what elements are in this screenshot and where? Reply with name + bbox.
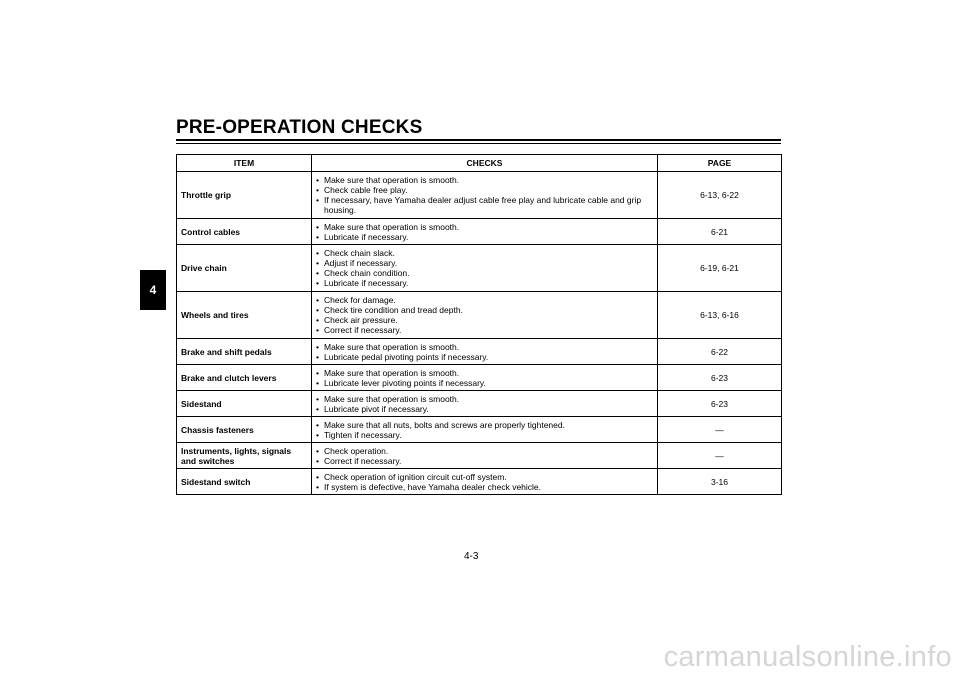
check-item: • Lubricate pivot if necessary. <box>316 404 653 414</box>
table-row <box>177 365 782 391</box>
checks-cell <box>312 443 658 469</box>
table-header-row <box>177 155 782 172</box>
item-cell: Sidestand <box>177 391 312 417</box>
page-reference: 6-19, 6-21 <box>658 245 782 292</box>
page-reference: 3-16 <box>658 469 782 495</box>
item-cell: Instruments, lights, signals and switches <box>177 443 312 469</box>
check-item: • Correct if necessary. <box>316 456 653 466</box>
checks-cell <box>312 219 658 245</box>
page-reference: 6-22 <box>658 339 782 365</box>
table-row <box>177 417 782 443</box>
check-item: • Check for damage. <box>316 295 653 305</box>
check-item: • If necessary, have Yamaha dealer adjust cable free play and lubricate cable and grip housing. <box>316 195 653 215</box>
page-reference: — <box>658 417 782 443</box>
check-item: • If system is defective, have Yamaha dealer check vehicle. <box>316 482 653 492</box>
checks-cell <box>312 245 658 292</box>
page-reference: 6-21 <box>658 219 782 245</box>
checks-cell <box>312 469 658 495</box>
item-cell: Drive chain <box>177 245 312 292</box>
check-item: • Lubricate pedal pivoting points if necessary. <box>316 352 653 362</box>
table-row <box>177 443 782 469</box>
table-row <box>177 391 782 417</box>
table-row <box>177 339 782 365</box>
table-row <box>177 292 782 339</box>
item-cell: Chassis fasteners <box>177 417 312 443</box>
page-reference: 6-23 <box>658 391 782 417</box>
page-title: PRE-OPERATION CHECKS <box>176 117 423 138</box>
page-reference: 6-13, 6-16 <box>658 292 782 339</box>
item-cell: Wheels and tires <box>177 292 312 339</box>
table-row <box>177 172 782 219</box>
item-cell: Brake and shift pedals <box>177 339 312 365</box>
check-item: • Make sure that operation is smooth. <box>316 394 653 404</box>
check-item: • Correct if necessary. <box>316 325 653 335</box>
item-cell: Brake and clutch levers <box>177 365 312 391</box>
column-header-item: ITEM <box>177 155 312 172</box>
item-cell: Sidestand switch <box>177 469 312 495</box>
checks-cell <box>312 339 658 365</box>
title-rule <box>176 139 781 141</box>
title-rule-thin <box>176 143 781 144</box>
check-item: • Check air pressure. <box>316 315 653 325</box>
table-row <box>177 469 782 495</box>
check-item: • Make sure that operation is smooth. <box>316 175 653 185</box>
check-item: • Tighten if necessary. <box>316 430 653 440</box>
check-item: • Lubricate if necessary. <box>316 278 653 288</box>
checks-cell <box>312 391 658 417</box>
check-item: • Check operation of ignition circuit cut-off system. <box>316 472 653 482</box>
check-item: • Make sure that operation is smooth. <box>316 368 653 378</box>
check-item: • Check chain slack. <box>316 248 653 258</box>
check-item: • Adjust if necessary. <box>316 258 653 268</box>
checks-cell <box>312 417 658 443</box>
page-reference: 6-13, 6-22 <box>658 172 782 219</box>
column-header-page: PAGE <box>658 155 782 172</box>
check-item: • Check cable free play. <box>316 185 653 195</box>
chapter-tab: 4 <box>140 270 166 310</box>
page-number: 4-3 <box>464 551 479 562</box>
page-reference: — <box>658 443 782 469</box>
table-row <box>177 245 782 292</box>
checks-cell <box>312 172 658 219</box>
check-item: • Check tire condition and tread depth. <box>316 305 653 315</box>
check-item: • Make sure that operation is smooth. <box>316 342 653 352</box>
watermark: carmanualsonline.info <box>663 641 952 673</box>
check-item: • Lubricate lever pivoting points if necessary. <box>316 378 653 388</box>
pre-operation-checks-table <box>176 154 782 495</box>
item-cell: Control cables <box>177 219 312 245</box>
page-reference: 6-23 <box>658 365 782 391</box>
column-header-checks: CHECKS <box>312 155 658 172</box>
check-item: • Lubricate if necessary. <box>316 232 653 242</box>
check-item: • Check chain condition. <box>316 268 653 278</box>
checks-cell <box>312 365 658 391</box>
check-item: • Check operation. <box>316 446 653 456</box>
check-item: • Make sure that all nuts, bolts and screws are properly tightened. <box>316 420 653 430</box>
check-item: • Make sure that operation is smooth. <box>316 222 653 232</box>
table-row <box>177 219 782 245</box>
checks-cell <box>312 292 658 339</box>
item-cell: Throttle grip <box>177 172 312 219</box>
